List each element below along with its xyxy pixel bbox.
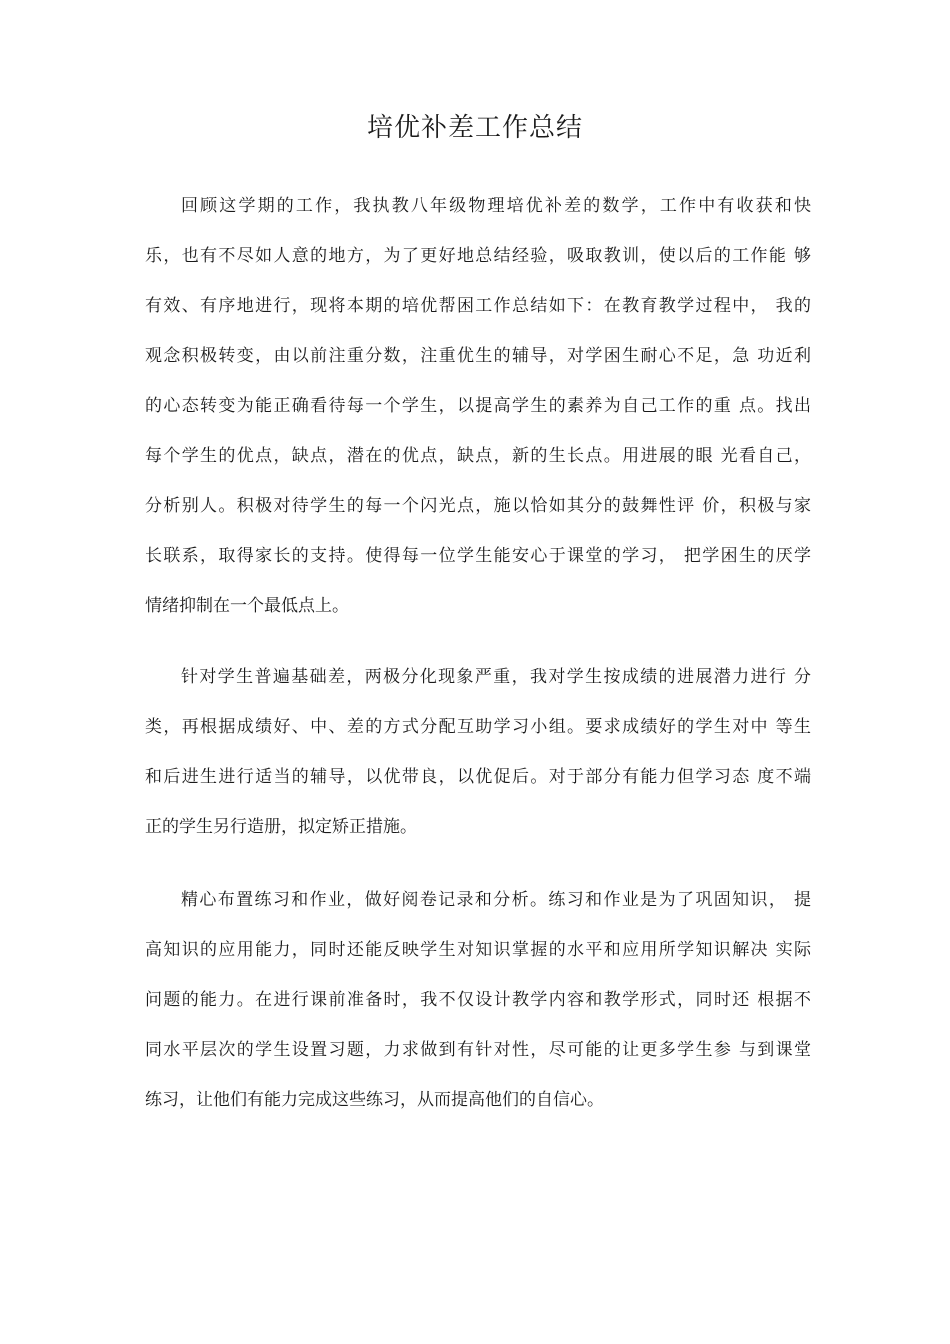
- paragraph-line: 有效、有序地进行，现将本期的培优帮困工作总结如下：在教育教学过程中， 我的: [145, 296, 811, 316]
- paragraph-line: 分析别人。积极对待学生的每一个闪光点，施以恰如其分的鼓舞性评 价，积极与家: [145, 496, 811, 516]
- paragraph-line: 观念积极转变，由以前注重分数，注重优生的辅导，对学困生耐心不足，急 功近利: [145, 346, 811, 366]
- paragraph-line: 高知识的应用能力，同时还能反映学生对知识掌握的水平和应用所学知识解决 实际: [145, 940, 811, 960]
- paragraph-line: 乐，也有不尽如人意的地方，为了更好地总结经验，吸取教训，使以后的工作能 够: [145, 246, 811, 266]
- paragraph-line: 长联系，取得家长的支持。使得每一位学生能安心于课堂的学习， 把学困生的厌学: [145, 546, 811, 566]
- paragraph-1: [145, 181, 811, 631]
- paragraph-line: 和后进生进行适当的辅导，以优带良，以优促后。对于部分有能力但学习态 度不端: [145, 767, 811, 787]
- paragraph-line: 正的学生另行造册，拟定矫正措施。: [145, 817, 417, 837]
- paragraph-line: 针对学生普遍基础差，两极分化现象严重，我对学生按成绩的进展潜力进行 分: [181, 667, 811, 687]
- paragraph-line: 同水平层次的学生设置习题，力求做到有针对性，尽可能的让更多学生参 与到课堂: [145, 1040, 811, 1060]
- paragraph-line: 每个学生的优点，缺点，潜在的优点，缺点，新的生长点。用进展的眼 光看自己，: [145, 446, 811, 466]
- paragraph-line: 类，再根据成绩好、中、差的方式分配互助学习小组。要求成绩好的学生对中 等生: [145, 717, 811, 737]
- paragraph-line: 练习，让他们有能力完成这些练习，从而提高他们的自信心。: [145, 1090, 604, 1110]
- paragraph-3: [145, 875, 811, 1125]
- paragraph-line: 情绪抑制在一个最低点上。: [145, 596, 349, 616]
- paragraph-line: 精心布置练习和作业，做好阅卷记录和分析。练习和作业是为了巩固知识， 提: [181, 890, 811, 910]
- paragraph-line: 问题的能力。在进行课前准备时，我不仅设计教学内容和教学形式，同时还 根据不: [145, 990, 811, 1010]
- paragraph-line: 的心态转变为能正确看待每一个学生，以提高学生的素养为自己工作的重 点。找出: [145, 396, 811, 416]
- document-title: 培优补差工作总结: [366, 113, 583, 143]
- paragraph-line: 回顾这学期的工作，我执教八年级物理培优补差的数学，工作中有收获和快: [181, 196, 811, 216]
- paragraph-2: [145, 652, 811, 852]
